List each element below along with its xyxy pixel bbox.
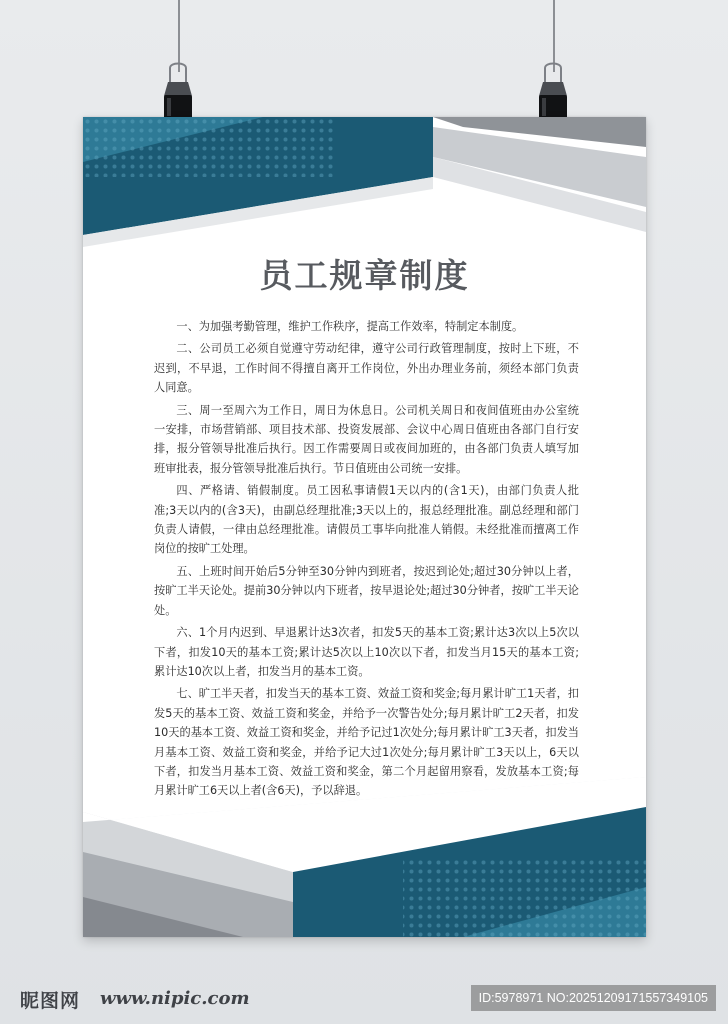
watermark-bar [0, 976, 728, 1024]
binder-clip-icon [161, 62, 195, 122]
regulation-item: 二、公司员工必须自觉遵守劳动纪律，遵守公司行政管理制度，按时上下班，不迟到，不早退，工作时间不得擅自离开工作岗位，外出办理业务前，须经本部门负责人同意。 [154, 342, 579, 395]
footer-decoration [83, 777, 646, 937]
watermark-site: www.nipic.com [100, 988, 250, 1009]
regulation-list [154, 317, 579, 804]
watermark-id: ID:5978971 NO:20251209171557349105 [471, 985, 716, 1011]
binder-clip-icon [536, 62, 570, 122]
regulation-item: 六、1个月内迟到、早退累计达3次者，扣发5天的基本工资;累计达3次以上5次以下者，扣发10天的基本工资;累计达5次以上10次以下者，扣发当月15天的基本工资;累计达10次以上者，扣发当月的基本工资。 [154, 626, 579, 678]
regulation-item: 四、严格请、销假制度。员工因私事请假1天以内的(含1天)，由部门负责人批准;3天以内的(含3天)，由副总经理批准;3天以上的，报总经理批准。副总经理和部门负责人请假，一律由总经理批准。请假员工事毕向批准人销假。未经批准而擅离工作岗位的按旷工处理。 [154, 484, 579, 556]
regulation-item: 一、为加强考勤管理，维护工作秩序，提高工作效率，特制定本制度。 [176, 320, 524, 333]
regulation-item: 三、周一至周六为工作日，周日为休息日。公司机关周日和夜间值班由办公室统一安排，市场营销部、项目技术部、投资发展部、会议中心周日值班由各部门自行安排，报分管领导批准后执行。因工作需要周日或夜间加班的，由各部门负责人填写加班审批表，报分管领导批准后执行。节日值班由公司统一安排。 [154, 403, 579, 475]
page-title: 员工规章制度 [259, 256, 470, 295]
poster [83, 117, 646, 937]
watermark-logo: 昵图网 [20, 990, 81, 1012]
regulation-item: 七、旷工半天者，扣发当天的基本工资、效益工资和奖金;每月累计旷工1天者，扣发5天的基本工资、效益工资和奖金，并给予一次警告处分;每月累计旷工2天者，扣发10天的基本工资、效益工资和奖金，并给予记过1次处分;每月累计旷工3天者，扣发当月基本工资、效益工资和奖金，并给予记大过1次处分;每月累计旷工3天以上，6天以下者，扣发当月基本工资、效益工资和奖金，第二个月起留用察看，发放基本工资;每月累计旷工6天以上者(含6天)，予以辞退。 [154, 687, 579, 798]
regulation-item: 五、上班时间开始后5分钟至30分钟内到班者，按迟到论处;超过30分钟以上者，按旷工半天论处。提前30分钟以内下班者，按早退论处;超过30分钟者，按旷工半天论处。 [154, 564, 579, 617]
header-decoration [83, 117, 646, 257]
